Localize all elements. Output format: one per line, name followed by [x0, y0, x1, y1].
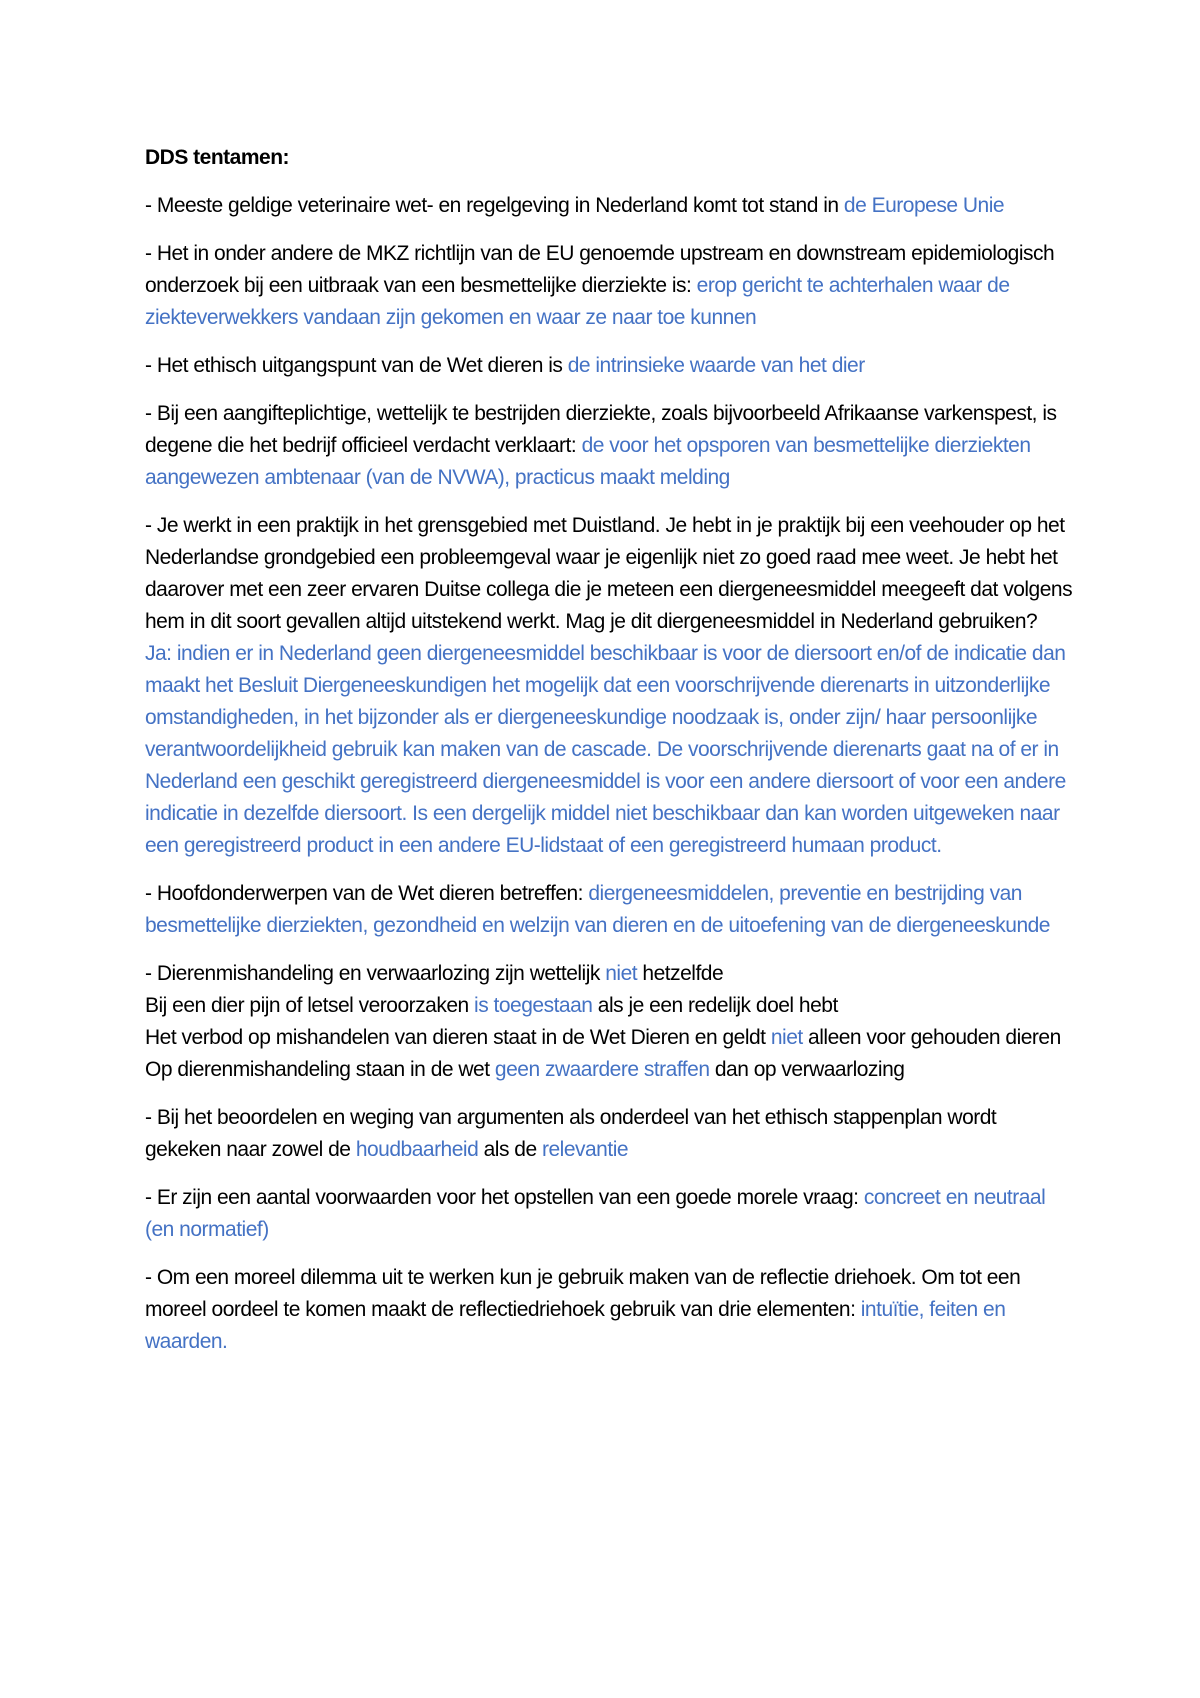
answer-4: de voor het opsporen van besmettelijke dierziekten aangewezen ambtenaar (van de NVWA), practicus maakt melding	[145, 434, 1031, 489]
statement-7-4-answer: geen zwaardere straffen	[494, 1058, 710, 1081]
document-title: DDS tentamen:	[145, 146, 290, 169]
statement-7-3-answer: niet	[770, 1026, 803, 1049]
statement-7-2-text-a: Bij een dier pijn of letsel veroorzaken	[145, 994, 475, 1017]
question-8	[145, 1102, 1075, 1166]
question-6-text: - Hoofdonderwerpen van de Wet dieren betreffen:	[145, 882, 589, 905]
answer-3: de intrinsieke waarde van het dier	[567, 354, 865, 377]
question-3-text: - Het ethisch uitgangspunt van de Wet dieren is	[145, 354, 568, 377]
statement-7-4-text-a: Op dierenmishandeling staan in de wet	[145, 1058, 495, 1081]
question-2-text: - Het in onder andere de MKZ richtlijn van de EU genoemde upstream en downstream epidemiologisch onderzoek bij een uitbraak van een besmettelijke dierziekte is:	[145, 242, 1055, 297]
question-5-text: - Je werkt in een praktijk in het grensgebied met Duistland. Je hebt in je praktijk bij een veehouder op het Nederlandse grondgebied een probleemgeval waar je eigenlijk niet zo goed raad mee weet. Je hebt het daarover met een zeer ervaren Duitse collega die je meteen een diergeneesmiddel meegeeft dat volgens hem in dit soort gevallen altijd uitstekend werkt. Mag je dit diergeneesmiddel in Nederland gebruiken?	[145, 514, 1073, 633]
question-4	[145, 398, 1075, 494]
question-1-text: - Meeste geldige veterinaire wet- en regelgeving in Nederland komt tot stand in	[145, 194, 844, 217]
statement-7-2-answer: is toegestaan	[474, 994, 593, 1017]
statement-7-3	[145, 1022, 1075, 1054]
document-body	[145, 142, 1075, 1374]
answer-1: de Europese Unie	[843, 194, 1005, 217]
statement-7-1	[145, 958, 1075, 990]
question-6	[145, 878, 1075, 942]
question-3	[145, 350, 1075, 382]
statement-7-3-text-b: alleen voor gehouden dieren	[802, 1026, 1061, 1049]
answer-6: diergeneesmiddelen, preventie en bestrijding van besmettelijke dierziekten, gezondheid en welzijn van dieren en de uitoefening van de diergeneeskunde	[145, 882, 1050, 937]
statement-7-1-text-a: - Dierenmishandeling en verwaarlozing zijn wettelijk	[145, 962, 606, 985]
statement-7-2-text-b: als je een redelijk doel hebt	[592, 994, 838, 1017]
question-1	[145, 190, 1075, 222]
answer-2: erop gericht te achterhalen waar de ziekteverwekkers vandaan zijn gekomen en waar ze naar toe kunnen	[145, 274, 1010, 329]
statement-7-1-answer: niet	[605, 962, 638, 985]
answer-8-1: houdbaarheid	[355, 1138, 479, 1161]
answer-5: Ja: indien er in Nederland geen diergeneesmiddel beschikbaar is voor de diersoort en/of de indicatie dan maakt het Besluit Diergeneeskundigen het mogelijk dat een voorschrijvende dierenarts in uitzonderlijke omstandigheden, in het bijzonder als er diergeneeskundige noodzaak is, onder zijn/ haar persoonlijke verantwoordelijkheid gebruik kan maken van de cascade. De voorschrijvende dierenarts gaat na of er in Nederland een geschikt geregistreerd diergeneesmiddel is voor een andere diersoort of voor een andere indicatie in dezelfde diersoort. Is een dergelijk middel niet beschikbaar dan kan worden uitgeweken naar een geregistreerd product in een andere EU-lidstaat of een geregistreerd humaan product.	[145, 642, 1066, 857]
answer-10: intuïtie, feiten en waarden.	[145, 1298, 1006, 1353]
question-4-text: - Bij een aangifteplichtige, wettelijk te bestrijden dierziekte, zoals bijvoorbeeld Afrikaanse varkenspest, is degene die het bedrijf officieel verdacht verklaart:	[145, 402, 1057, 457]
question-8-mid: als de	[478, 1138, 542, 1161]
question-7	[145, 958, 1075, 1086]
statement-7-1-text-b: hetzelfde	[637, 962, 724, 985]
question-10-text: - Om een moreel dilemma uit te werken kun je gebruik maken van de reflectie driehoek. Om tot een moreel oordeel te komen maakt de reflectiedriehoek gebruik van drie elementen:	[145, 1266, 1021, 1321]
question-10	[145, 1262, 1075, 1358]
answer-9: concreet en neutraal (en normatief)	[145, 1186, 1046, 1241]
answer-8-2: relevantie	[541, 1138, 629, 1161]
statement-7-3-text-a: Het verbod op mishandelen van dieren staat in de Wet Dieren en geldt	[145, 1026, 771, 1049]
question-5	[145, 510, 1075, 862]
statement-7-4	[145, 1054, 1075, 1086]
question-9-text: - Er zijn een aantal voorwaarden voor het opstellen van een goede morele vraag:	[145, 1186, 864, 1209]
question-9	[145, 1182, 1075, 1246]
question-2	[145, 238, 1075, 334]
statement-7-2	[145, 990, 1075, 1022]
question-8-text: - Bij het beoordelen en weging van argumenten als onderdeel van het ethisch stappenplan wordt gekeken naar zowel de	[145, 1106, 997, 1161]
statement-7-4-text-b: dan op verwaarlozing	[709, 1058, 905, 1081]
